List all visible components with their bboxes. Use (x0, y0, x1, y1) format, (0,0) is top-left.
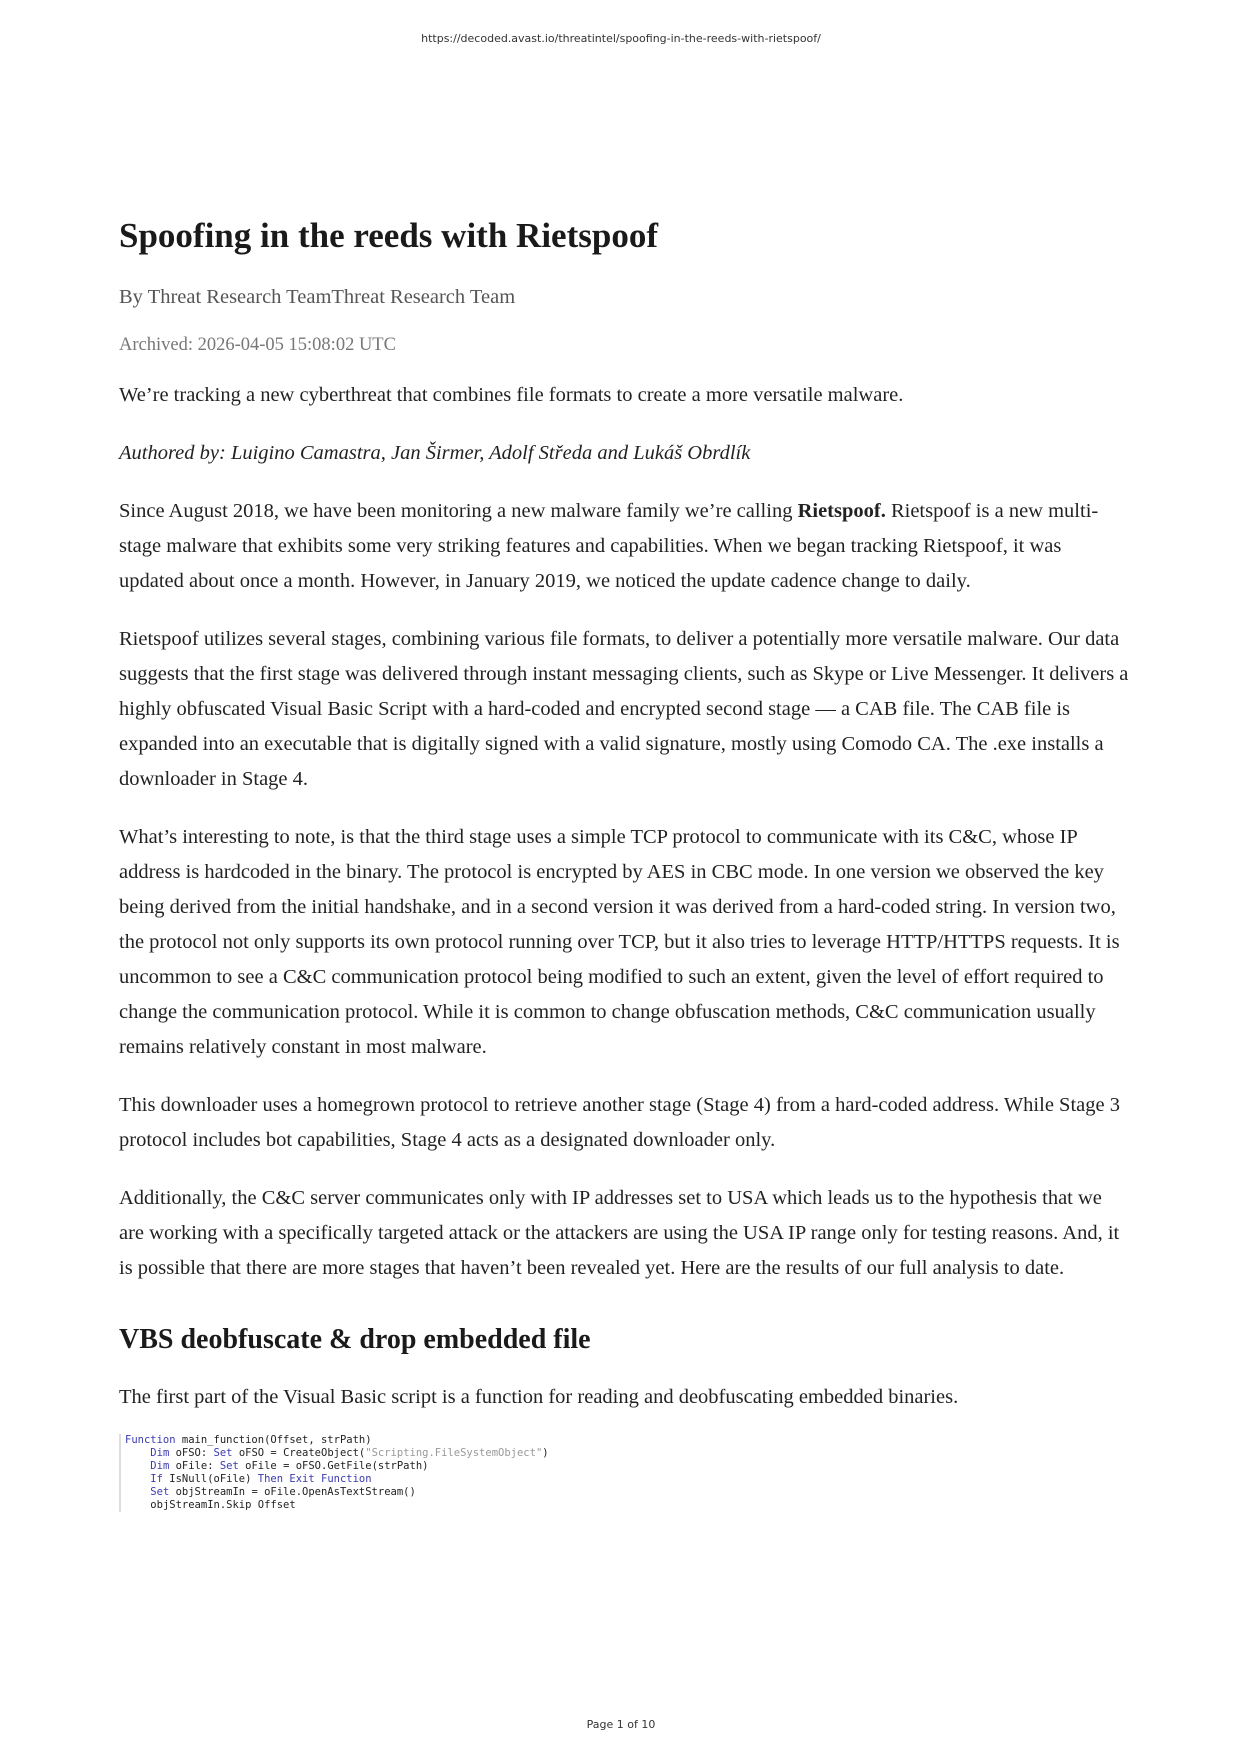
code: Set (213, 1447, 233, 1459)
article-title: Spoofing in the reeds with Rietspoof (119, 216, 658, 255)
code: Dim (150, 1460, 170, 1472)
paragraph-6: The first part of the Visual Basic script is a function for reading and deobfuscating embedded binaries. (119, 1386, 959, 1408)
intro-paragraph: We’re tracking a new cyberthreat that combines file formats to create a more versatile malware. (119, 384, 904, 406)
paragraph-3: What’s interesting to note, is that the third stage uses a simple TCP protocol to communicate with its C&C, whose IP address is hardcoded in the binary. The protocol is encrypted by AES in CBC mode. In one version we observed the key being derived from the initial handshake, and in a second version it was derived from a hard-coded string. In version two, the protocol not only supports its own protocol running over TCP, but it also tries to leverage HTTP/HTTPS requests. It is uncommon to see a C&C communication protocol being modified to such an extent, given the level of effort required to change the communication protocol. While it is common to change obfuscation methods, C&C communication usually remains relatively constant in most malware. (119, 826, 1120, 1058)
code: oFile: (169, 1460, 220, 1472)
code: objStreamIn.Skip Offset (150, 1499, 296, 1511)
code: Then Exit Function (257, 1473, 372, 1485)
code: oFSO: (169, 1447, 214, 1459)
code-screenshot (119, 1434, 1131, 1512)
code: Function (125, 1434, 176, 1446)
text: Rietspoof is a new multi-stage malware that exhibits some very striking features and capabilities. When we began tracking Rietspoof, it was updated about once a month. However, in January 2019, we noticed the update cadence change to daily. (119, 500, 1099, 592)
byline: By Threat Research TeamThreat Research Team (119, 286, 516, 308)
code: Dim (150, 1447, 170, 1459)
page-number: Page 1 of 10 (586, 1718, 656, 1731)
paragraph-4: This downloader uses a homegrown protocol to retrieve another stage (Stage 4) from a hard-coded address. While Stage 3 protocol includes bot capabilities, Stage 4 acts as a designated downloader only. (119, 1094, 1120, 1151)
code: ) (542, 1447, 549, 1459)
article (119, 212, 1131, 1512)
text: Since August 2018, we have been monitoring a new malware family we’re calling (119, 500, 798, 522)
code: oFSO = CreateObject( (232, 1447, 366, 1459)
authors-line: Authored by: Luigino Camastra, Jan Širmer, Adolf Středa and Lukáš Obrdlík (119, 442, 751, 464)
paragraph-2: Rietspoof utilizes several stages, combining various file formats, to deliver a potentially more versatile malware. Our data suggests that the first stage was delivered through instant messaging clients, such as Skype or Live Messenger. It delivers a highly obfuscated Visual Basic Script with a hard-coded and encrypted second stage — a CAB file. The CAB file is expanded into an executable that is digitally signed with a valid signature, mostly using Comodo CA. The .exe installs a downloader in Stage 4. (119, 628, 1129, 790)
archived-timestamp: Archived: 2026-04-05 15:08:02 UTC (119, 335, 396, 355)
code: main_function(Offset, strPath) (175, 1434, 372, 1446)
code: Set (219, 1460, 239, 1472)
code: oFile = oFSO.GetFile(strPath) (238, 1460, 429, 1472)
section-heading: VBS deobfuscate & drop embedded file (119, 1324, 591, 1355)
bold-term: Rietspoof. (797, 500, 886, 522)
paragraph-5: Additionally, the C&C server communicates only with IP addresses set to USA which leads us to the hypothesis that we are working with a specifically targeted attack or the attackers are using the USA IP range only for testing reasons. And, it is possible that there are more stages that haven’t been revealed yet. Here are the results of our full analysis to date. (119, 1187, 1120, 1279)
code: If (150, 1473, 163, 1485)
paragraph-1 (119, 494, 1131, 599)
code: IsNull(oFile) (162, 1473, 258, 1485)
code: "Scripting.FileSystemObject" (365, 1447, 543, 1459)
page-url-header: https://decoded.avast.io/threatintel/spoofing-in-the-reeds-with-rietspoof/ (421, 32, 821, 45)
code: Set (150, 1486, 170, 1498)
code: objStreamIn = oFile.OpenAsTextStream() (169, 1486, 416, 1498)
